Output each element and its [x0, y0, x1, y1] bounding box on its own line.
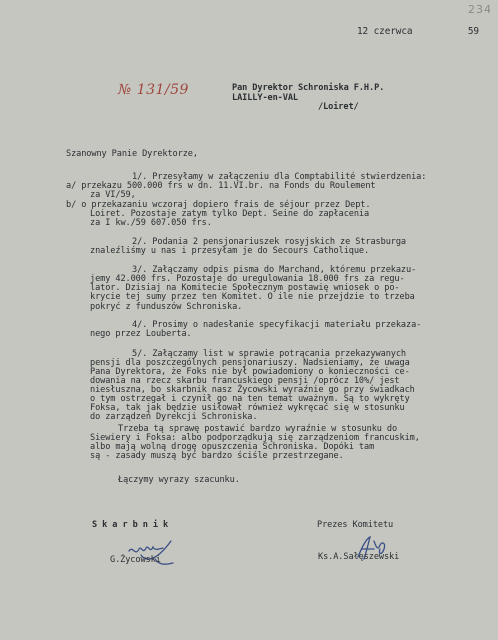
body-line: krycie tej sumy przez ten Komitet. O ile nie przejdzie to trzeba — [90, 292, 415, 302]
body-line: niesłuszna, bo skarbnik nasz Życowski wyraźnie go przy świadkach — [90, 385, 415, 395]
salutation: Szanowny Panie Dyrektorze, — [66, 149, 198, 159]
signature-right-title: Prezes Komitetu — [317, 520, 394, 530]
body-line: lator. Dzisiaj na Komitecie Społecznym postawię wniosek o po- — [90, 283, 400, 293]
body-line: 1/. Przesyłamy w załączeniu dla Comptabilité stwierdzenia: — [132, 172, 427, 182]
body-line: jemy 42.000 frs. Pozostaje do uregulowania 18.000 frs za regu- — [90, 274, 405, 284]
signature-left-title: S k a r b n i k — [92, 520, 169, 530]
body-line: Pana Dyrektora, że Foks nie był powiadomiony o konieczności ce- — [90, 367, 410, 377]
body-line: są - zasady muszą być bardzo ściśle przestrzegane. — [90, 451, 344, 461]
body-line: 2/. Podania 2 pensjonariuszek rosyjskich ze Strasburga — [132, 237, 406, 247]
body-line: za I kw./59 607.050 frs. — [90, 218, 212, 228]
body-line: znaleźliśmy u nas i przesyłam je do Secours Catholique. — [90, 246, 370, 256]
signature-left-name: G.Życowski — [110, 555, 161, 565]
closing: Łączymy wyrazy szacunku. — [118, 475, 240, 485]
archive-number: 234 — [468, 3, 492, 16]
addressee-line-1: Pan Dyrektor Schroniska F.H.P. — [232, 83, 385, 93]
signature-right-name: Ks.A.Sałęszewski — [318, 552, 400, 562]
body-line: Siewiery i Foksa: albo podporządkują się zarządzeniom francuskim, — [90, 433, 420, 443]
body-line: b/ o przekazaniu wczoraj dopiero frais de séjour przez Dept. — [66, 200, 371, 210]
body-line: o tym ostrzegał i czynił go na ten temat uważnym. Są to wykręty — [90, 394, 410, 404]
body-line: nego przez Louberta. — [90, 329, 192, 339]
body-line: Foksa, tak jak będzie usiłował również wykręcać się w stosunku — [90, 403, 405, 413]
body-line: Trzeba tą sprawę postawić bardzo wyraźnie w stosunku do — [118, 424, 398, 434]
body-line: a/ przekazu 500.000 frs w dn. 11.VI.br. na Fonds du Roulement — [66, 181, 376, 191]
addressee-line-2: LAILLY-en-VAL — [232, 93, 298, 103]
body-line: za VI/59, — [90, 190, 136, 200]
body-line: Loiret. Pozostaje zatym tylko Dept. Seine do zapłacenia — [90, 209, 370, 219]
registration-number: № 131/59 — [118, 82, 189, 98]
body-line: pensji dla poszczególnych pensjonariuszy. Nadsieniamy, że uwaga — [90, 358, 410, 368]
body-line: do zarządzeń Dyrekcji Schroniska. — [90, 412, 258, 422]
letter-date: 12 czerwca 59 — [357, 26, 479, 37]
body-line: pokryć z funduszów Schroniska. — [90, 302, 243, 312]
body-line: dowania na rzecz skarbu francuskiego pensji /oprócz 10%/ jest — [90, 376, 400, 386]
body-line: 3/. Załączamy odpis pisma do Marchand, któremu przekazu- — [132, 265, 417, 275]
body-line: 5/. Załączamy list w sprawie potrącania przekazywanych — [132, 349, 406, 359]
body-line: 4/. Prosimy o nadesłanie specyfikacji materiału przekaza- — [132, 320, 422, 330]
body-line: albo mają wolną drogę opuszczenia Schroniska. Dopóki tam — [90, 442, 375, 452]
addressee-line-3: /Loiret/ — [318, 102, 359, 112]
